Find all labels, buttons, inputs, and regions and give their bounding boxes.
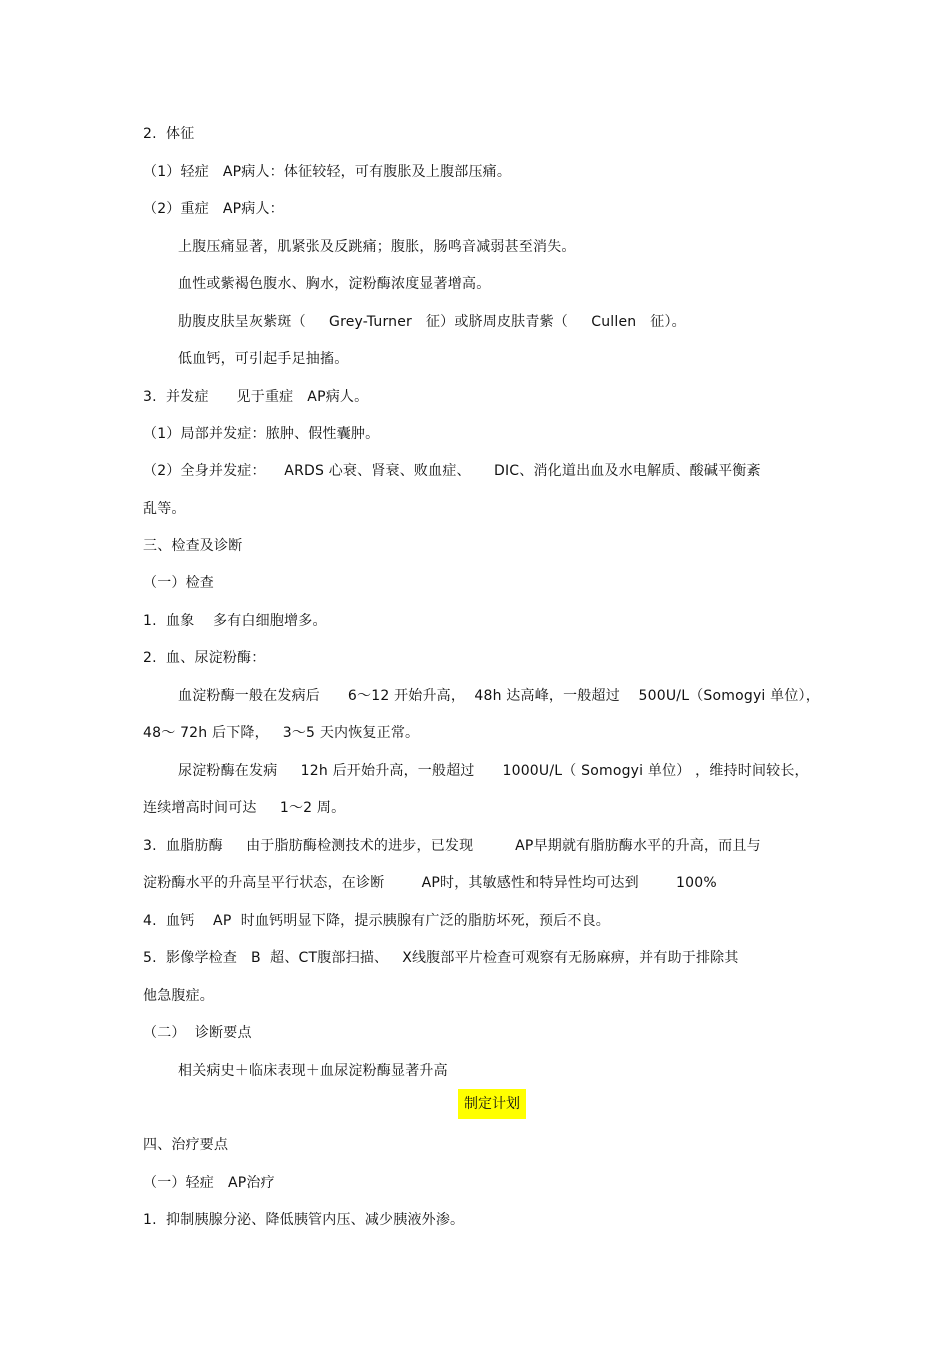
subsection-exam: （一）检查 [143, 575, 214, 591]
systemic-complications-cont: 乱等。 [143, 501, 186, 517]
exam-calcium: 4. 血钙 AP 时血钙明显下降，提示胰腺有广泛的脂肪坏死，预后不良。 [143, 913, 610, 929]
severe-ap-item-3: 肋腹皮肤呈灰紫斑（ Grey-Turner 征）或脐周皮肤青紫（ Cullen 征）。 [178, 314, 686, 330]
blood-amylase-line-1: 血淀粉酶一般在发病后 6～12 开始升高， 48h 达高峰，一般超过 500U/L（Somogyi 单位）， [178, 688, 820, 704]
subsection-mild-treatment: （一）轻症 AP治疗 [143, 1175, 275, 1191]
local-complications: （1）局部并发症：脓肿、假性囊肿。 [143, 426, 380, 442]
exam-lipase-line-1: 3. 血脂肪酶 由于脂肪酶检测技术的进步，已发现 AP早期就有脂肪酶水平的升高，而且与 [143, 838, 761, 854]
heading-complications: 3. 并发症 见于重症 AP病人。 [143, 389, 369, 405]
severe-ap-item-1: 上腹压痛显著，肌紧张及反跳痛；腹胀，肠鸣音减弱甚至消失。 [178, 239, 576, 255]
urine-amylase-line-1: 尿淀粉酶在发病 12h 后开始升高，一般超过 1000U/L（ Somogyi 单位） ，维持时间较长， [178, 763, 809, 779]
severe-ap-item-4: 低血钙，可引起手足抽搐。 [178, 351, 349, 367]
blood-amylase-line-2: 48～ 72h 后下降， 3～5 天内恢复正常。 [143, 725, 420, 741]
exam-imaging-line-1: 5. 影像学检查 B 超、CT腹部扫描、 X线腹部平片检查可观察有无肠麻痹，并有助于排除其 [143, 950, 739, 966]
systemic-complications: （2）全身并发症： ARDS 心衰、肾衰、败血症、 DIC、消化道出血及水电解质、酸碱平衡紊 [143, 463, 761, 479]
exam-imaging-line-2: 他急腹症。 [143, 988, 214, 1004]
exam-lipase-line-2: 淀粉酶水平的升高呈平行状态，在诊断 AP时，其敏感性和特异性均可达到 100% [143, 875, 717, 891]
section-exam-diagnosis: 三、检查及诊断 [143, 538, 243, 554]
highlight-label: 制定计划 [464, 1096, 520, 1112]
diagnosis-formula: 相关病史＋临床表现＋血尿淀粉酶显著升高 [178, 1063, 448, 1079]
mild-ap-signs: （1）轻症 AP病人：体征较轻，可有腹胀及上腹部压痛。 [143, 164, 512, 180]
heading-signs: 2. 体征 [143, 126, 195, 142]
severe-ap-heading: （2）重症 AP病人： [143, 201, 284, 217]
exam-amylase-heading: 2. 血、尿淀粉酶： [143, 650, 266, 666]
exam-blood-count: 1. 血象 多有白细胞增多。 [143, 613, 327, 629]
treatment-item-1: 1. 抑制胰腺分泌、降低胰管内压、减少胰液外渗。 [143, 1212, 465, 1228]
severe-ap-item-2: 血性或紫褐色腹水、胸水，淀粉酶浓度显著增高。 [178, 276, 491, 292]
section-treatment: 四、治疗要点 [143, 1137, 229, 1153]
urine-amylase-line-2: 连续增高时间可达 1～2 周。 [143, 800, 346, 816]
subsection-diagnosis: （二） 诊断要点 [143, 1025, 252, 1041]
